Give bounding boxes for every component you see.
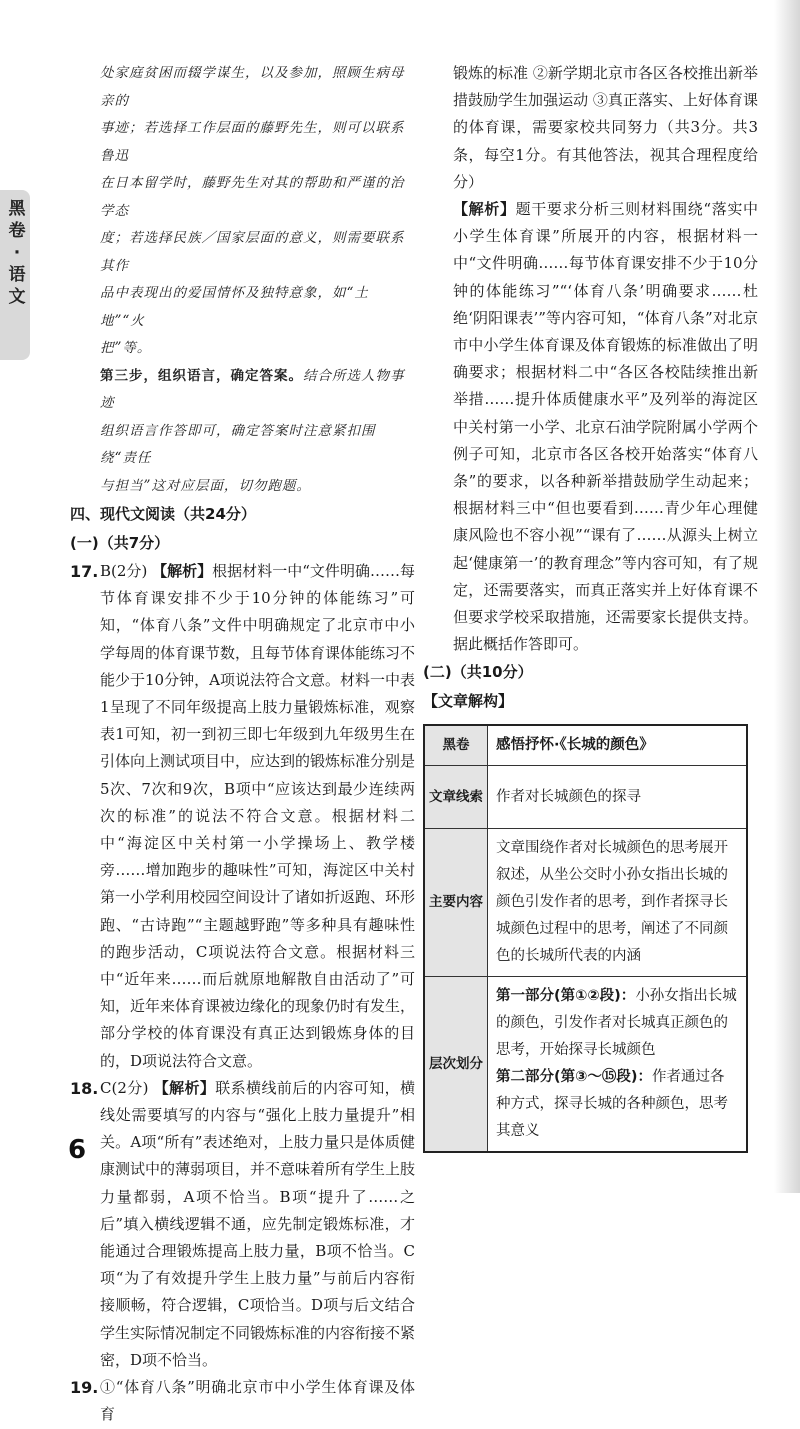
question-18: [70, 1075, 415, 1374]
section-title: 四、现代文阅读（共24分）: [70, 505, 256, 523]
right-column: [423, 60, 758, 1153]
table-row: [424, 766, 747, 829]
analysis-tag: 【解析】: [153, 1078, 216, 1097]
part-text: 小孙女指出长城的颜色，引发作者对长城真正颜色的思考，开始探寻长城颜色: [496, 988, 737, 1059]
hw-line: 在日本留学时，藤野先生对其的帮助和严谨的治学态: [100, 175, 405, 219]
structure-part-2: [496, 1064, 738, 1145]
row-label: 文章线索: [424, 766, 488, 829]
part-label: 第二部分(第③～⑮段)：: [496, 1069, 653, 1086]
part-title: (二)（共10分）: [423, 663, 533, 682]
question-number: 18.: [70, 1078, 99, 1098]
hw-line: 处家庭贫困而辍学谋生，以及参加，照顾生病母亲的: [100, 65, 405, 109]
table-row: [424, 977, 747, 1153]
side-tab-label: 黑卷·语文: [8, 199, 26, 307]
answer-head: B(2分): [100, 562, 148, 580]
hw-step-line: [100, 363, 409, 418]
row-value: 作者对长城颜色的探寻: [488, 766, 748, 829]
q19-analysis: [423, 196, 758, 658]
part-label: 第一部分(第①②段)：: [496, 988, 636, 1005]
analysis-tag: 【解析】: [453, 200, 516, 219]
hw-line: 度；若选择民族／国家层面的意义，则需要联系其作: [100, 230, 405, 274]
left-column: [70, 60, 415, 1429]
answer-text: ①“体育八条”明确北京市中小学生体育课及体育: [100, 1378, 415, 1424]
hw-line: 与担当”这对应层面，切勿跑题。: [100, 477, 311, 494]
page-edge-shadow: [774, 0, 800, 1193]
answer-head: C(2分): [100, 1078, 149, 1097]
analysis-text: 题干要求分析三则材料围绕“落实中小学生体育课”所展开的内容，根据材料一中“文件明确……每节体育课安排不少于10分钟的体能练习”“‘体育八条’明确要求……杜绝‘阴阳课表’”等内容可知，“体育八条”对北京市中小学生体育课及体育锻炼的标准做出了明确要求；根据材料二中“各区各校陆续推出新举措……提升体质健康水平”及列举的海淀区中关村第一小学、北京石油学院附属小学两个例子可知，北京市各区各校开始落实“体育八条”的要求，以各种新举措鼓励学生动起来；根据材料三中“但也要看到……青少年心理健康风险也不容小视”“课有了……从源头上树立起‘健康第一’的教育理念”等内容可知，有了规定，还需要落实，而真正落实并上好体育课不但要求学校采取措施，还需要家长提供支持。据此概括作答即可。: [453, 200, 758, 654]
question-number: 19.: [70, 1378, 99, 1398]
analysis-text: 联系横线前后的内容可知，横线处需要填写的内容与“强化上肢力量提升”相关。A项“所有”表述绝对，上肢力量只是体质健康测试中的薄弱项目，并不意味着所有学生上肢力量都弱，A项不恰当。B项“提升了……之后”填入横线逻辑不通，应先制定锻炼标准，才能通过合理锻炼提高上肢力量，B项不恰当。C项“为了有效提升学生上肢力量”与前后内容衔接顺畅，符合逻辑，C项恰当。D项与后文结合学生实际情况制定不同锻炼标准的内容衔接不紧密，D项不恰当。: [100, 1078, 416, 1369]
question-19: [70, 1374, 415, 1428]
structure-table: [423, 724, 748, 1153]
question-17: [70, 558, 415, 1075]
analysis-text: 根据材料一中“文件明确……每节体育课安排不少于10分钟的体能练习”可知，“体育八条”文件中明确规定了北京市中小学每周的体育课节数，且每节体育课体能练习不能少于10分钟，A项说法符合文意。材料一中表1呈现了不同年级提高上肢力量锻炼标准，观察表1可知，初一到初三即七年级到九年级男生在引体向上测试项目中，应达到的锻炼标准分别是5次、7次和9次，B项中“应该达到最少连续两次的标准”的说法不符合文意。根据材料二中“海淀区中关村第一小学操场上、教学楼旁……增加跑步的趣味性”可知，海淀区中关村第一小学利用校园空间设计了诸如折返跑、环形跑、“古诗跑”“主题越野跑”等多种具有趣味性的跑步活动，C项说法符合文意。根据材料三中“近年来……而后就原地解散自由活动了”可知，近年来体育课被边缘化的现象仍时有发生，部分学校的体育课没有真正达到锻炼身体的目的，D项说法符合文意。: [100, 562, 416, 1070]
analysis-tag: 【解析】: [152, 562, 213, 580]
handwritten-answer: [70, 60, 415, 500]
hw-line: 把”等。: [100, 340, 152, 356]
row-label: 主要内容: [424, 829, 488, 977]
row-label: 层次划分: [424, 977, 488, 1153]
structure-part-1: [496, 983, 738, 1064]
table-row: [424, 725, 747, 766]
row-value: [488, 977, 748, 1153]
hw-line: 结合所选人物事迹: [100, 367, 405, 411]
answer-text: 锻炼的标准 ②新学期北京市各区各校推出新举措鼓励学生加强运动 ③真正落实、上好体育课的体育课，需要家校共同努力（共3分。共3条，每空1分。有其他答法，视其合理程度给分）: [453, 64, 758, 191]
question-number: 17.: [70, 562, 99, 581]
hw-line: 组织语言作答即可，确定答案时注意紧扣围绕“责任: [100, 422, 376, 466]
step-label: 第三步，组织语言，确定答案。: [100, 367, 303, 384]
part-title: (一)（共7分）: [70, 534, 170, 552]
table-row: [424, 829, 747, 977]
structure-title: 【文章解构】: [423, 692, 514, 711]
part-text: 作者通过各种方式，探寻长城的各种颜色，思考其意义: [496, 1069, 728, 1140]
q19-continued: [423, 60, 758, 196]
row-label: 黑卷: [424, 725, 488, 766]
hw-line: 品中表现出的爱国情怀及独特意象，如“土地”“火: [100, 285, 369, 329]
row-value: 感悟抒怀·《长城的颜色》: [488, 725, 748, 766]
row-value: 文章围绕作者对长城颜色的思考展开叙述，从坐公交时小孙女指出长城的颜色引发作者的思考，到作者探寻长城颜色过程中的思考，阐述了不同颜色的长城所代表的内涵: [488, 829, 748, 977]
hw-line: 事迹；若选择工作层面的藤野先生，则可以联系鲁迅: [100, 120, 405, 164]
page-number: 6: [68, 1135, 87, 1165]
